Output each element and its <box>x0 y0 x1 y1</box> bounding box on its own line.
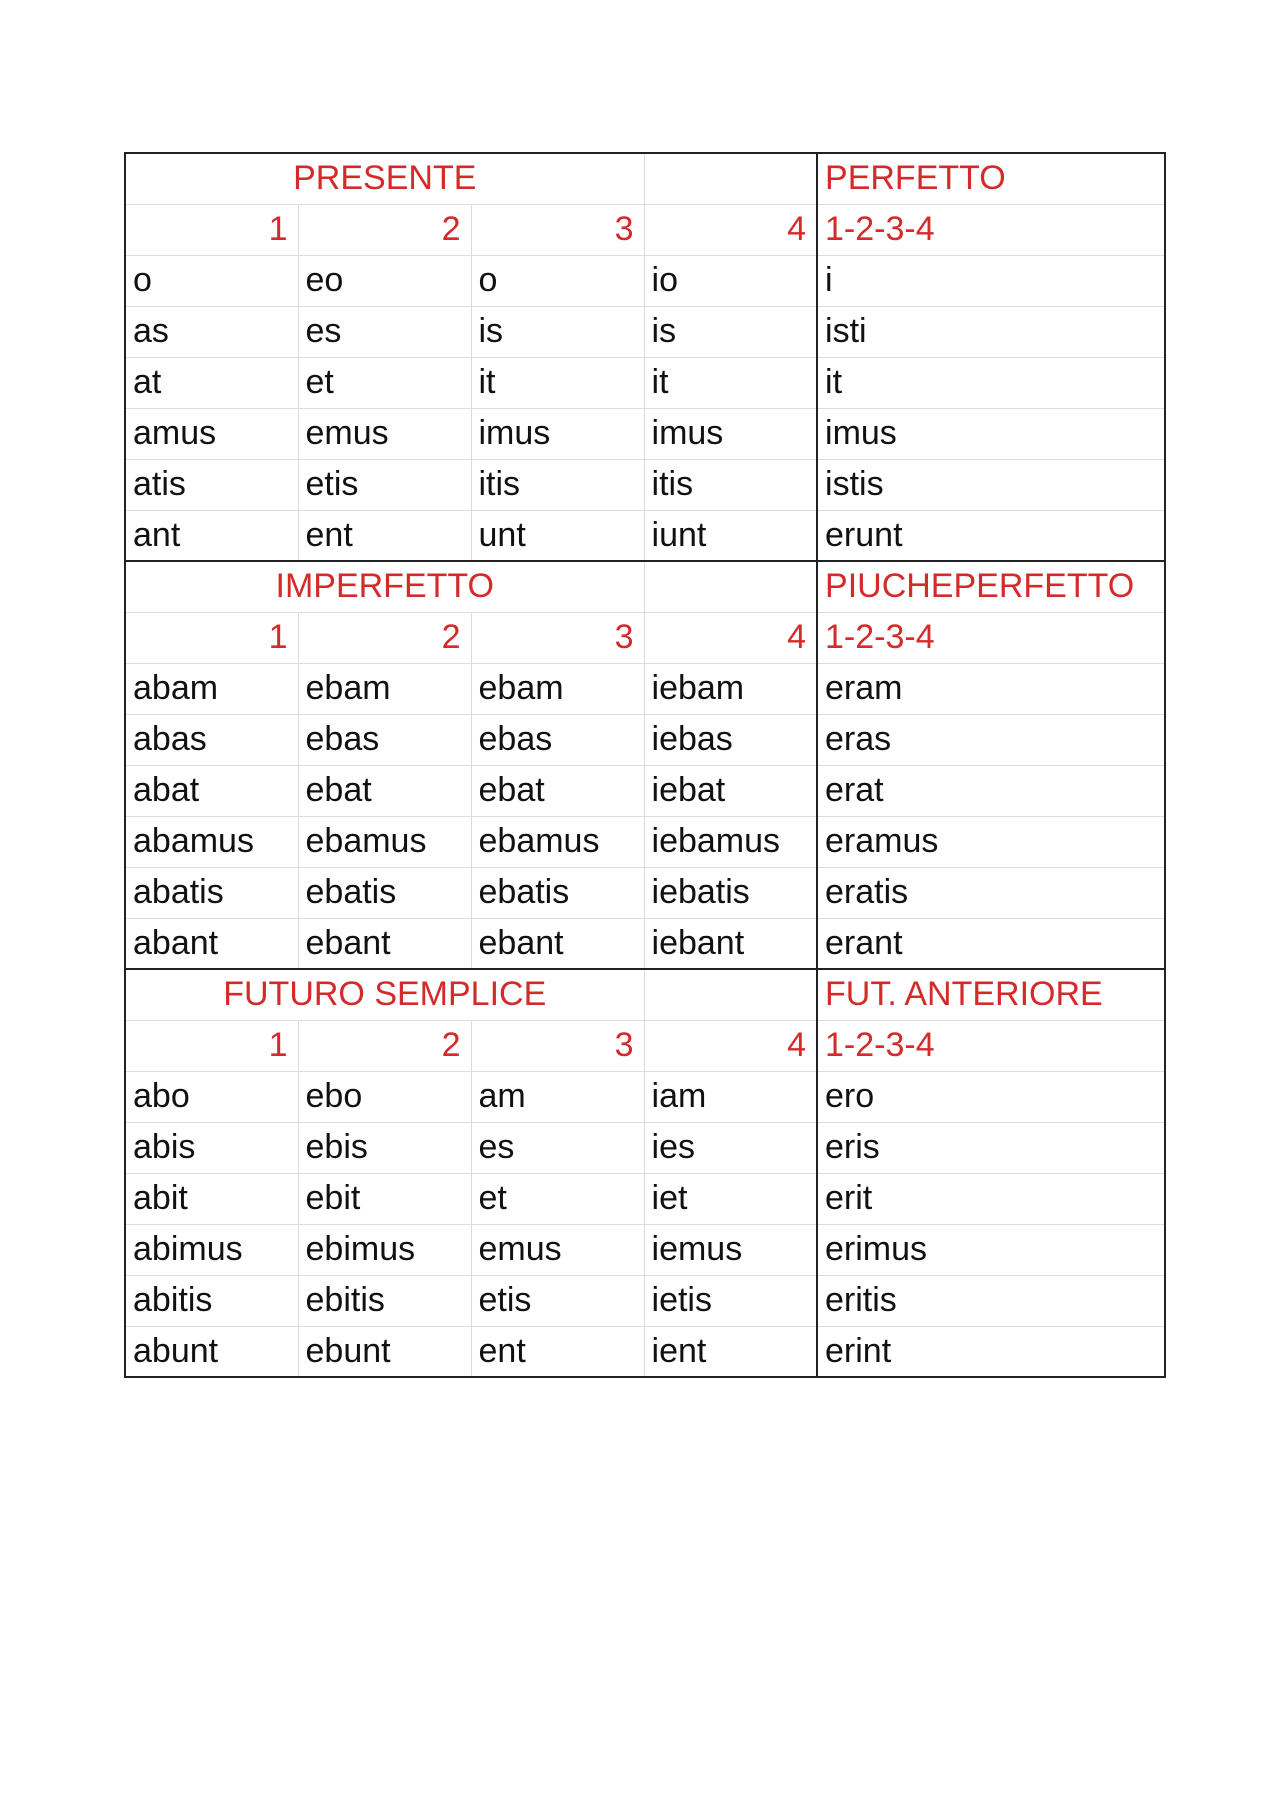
section-title: FUTURO SEMPLICE <box>125 969 644 1020</box>
ending-cell: ebat <box>471 765 644 816</box>
ending-row <box>125 510 1165 561</box>
side-ending-cell: eras <box>817 714 1165 765</box>
side-conjugation-numbers: 1-2-3-4 <box>817 1020 1165 1071</box>
conjugation-table <box>124 152 1166 1378</box>
ending-cell: ebatis <box>298 867 471 918</box>
conjugation-number: 3 <box>471 204 644 255</box>
side-ending-cell: i <box>817 255 1165 306</box>
ending-row <box>125 1122 1165 1173</box>
ending-row <box>125 1224 1165 1275</box>
ending-cell: ebimus <box>298 1224 471 1275</box>
ending-cell: ebat <box>298 765 471 816</box>
ending-row <box>125 357 1165 408</box>
ending-cell: etis <box>298 459 471 510</box>
ending-row <box>125 1275 1165 1326</box>
conjugation-number: 4 <box>644 612 817 663</box>
ending-cell: abit <box>125 1173 298 1224</box>
ending-cell: it <box>644 357 817 408</box>
ending-cell: unt <box>471 510 644 561</box>
ending-cell: abitis <box>125 1275 298 1326</box>
section-side-title: PERFETTO <box>817 153 1165 204</box>
ending-cell: iebamus <box>644 816 817 867</box>
ending-cell: is <box>471 306 644 357</box>
side-ending-cell: ero <box>817 1071 1165 1122</box>
ending-cell: ebas <box>471 714 644 765</box>
conjugation-number: 2 <box>298 1020 471 1071</box>
side-ending-cell: erimus <box>817 1224 1165 1275</box>
ending-row <box>125 714 1165 765</box>
ending-cell: ebam <box>298 663 471 714</box>
conjugation-number: 3 <box>471 1020 644 1071</box>
ending-cell: ent <box>298 510 471 561</box>
ending-cell: at <box>125 357 298 408</box>
ending-row <box>125 306 1165 357</box>
ending-cell: ebatis <box>471 867 644 918</box>
empty-cell <box>644 561 817 612</box>
section-title-row <box>125 561 1165 612</box>
ending-cell: ebant <box>471 918 644 969</box>
ending-cell: iebam <box>644 663 817 714</box>
ending-cell: emus <box>298 408 471 459</box>
ending-cell: abamus <box>125 816 298 867</box>
ending-row <box>125 1173 1165 1224</box>
ending-cell: abatis <box>125 867 298 918</box>
ending-cell: ebitis <box>298 1275 471 1326</box>
ending-cell: ietis <box>644 1275 817 1326</box>
ending-cell: abimus <box>125 1224 298 1275</box>
ending-cell: ient <box>644 1326 817 1377</box>
ending-cell: iebas <box>644 714 817 765</box>
ending-cell: abant <box>125 918 298 969</box>
section-title: IMPERFETTO <box>125 561 644 612</box>
ending-cell: et <box>471 1173 644 1224</box>
conjugation-number: 3 <box>471 612 644 663</box>
ending-cell: abo <box>125 1071 298 1122</box>
side-ending-cell: erant <box>817 918 1165 969</box>
ending-cell: ebunt <box>298 1326 471 1377</box>
section-side-title: PIUCHEPERFETTO <box>817 561 1165 612</box>
ending-cell: imus <box>471 408 644 459</box>
ending-cell: iunt <box>644 510 817 561</box>
ending-cell: iemus <box>644 1224 817 1275</box>
ending-cell: is <box>644 306 817 357</box>
ending-cell: ebamus <box>298 816 471 867</box>
empty-cell <box>644 969 817 1020</box>
section-side-title: FUT. ANTERIORE <box>817 969 1165 1020</box>
ending-cell: ebis <box>298 1122 471 1173</box>
side-ending-cell: erat <box>817 765 1165 816</box>
ending-cell: abas <box>125 714 298 765</box>
ending-cell: es <box>298 306 471 357</box>
ending-cell: iebant <box>644 918 817 969</box>
conjugation-number: 4 <box>644 204 817 255</box>
section-title: PRESENTE <box>125 153 644 204</box>
ending-cell: emus <box>471 1224 644 1275</box>
conjugation-number-row <box>125 1020 1165 1071</box>
ending-cell: iet <box>644 1173 817 1224</box>
ending-cell: abunt <box>125 1326 298 1377</box>
side-conjugation-numbers: 1-2-3-4 <box>817 204 1165 255</box>
ending-cell: ent <box>471 1326 644 1377</box>
ending-cell: amus <box>125 408 298 459</box>
ending-row <box>125 663 1165 714</box>
ending-row <box>125 459 1165 510</box>
ending-cell: eo <box>298 255 471 306</box>
ending-cell: it <box>471 357 644 408</box>
conjugation-number: 2 <box>298 204 471 255</box>
side-conjugation-numbers: 1-2-3-4 <box>817 612 1165 663</box>
ending-cell: iebat <box>644 765 817 816</box>
side-ending-cell: imus <box>817 408 1165 459</box>
conjugation-number: 1 <box>125 204 298 255</box>
ending-cell: o <box>125 255 298 306</box>
ending-cell: am <box>471 1071 644 1122</box>
conjugation-number: 1 <box>125 1020 298 1071</box>
side-ending-cell: eritis <box>817 1275 1165 1326</box>
ending-cell: ies <box>644 1122 817 1173</box>
conjugation-number-row <box>125 612 1165 663</box>
ending-cell: o <box>471 255 644 306</box>
ending-cell: ebo <box>298 1071 471 1122</box>
ending-cell: as <box>125 306 298 357</box>
section-title-row <box>125 153 1165 204</box>
ending-cell: ebit <box>298 1173 471 1224</box>
ending-row <box>125 816 1165 867</box>
side-ending-cell: eratis <box>817 867 1165 918</box>
ending-cell: ebam <box>471 663 644 714</box>
side-ending-cell: it <box>817 357 1165 408</box>
empty-cell <box>644 153 817 204</box>
conjugation-number: 2 <box>298 612 471 663</box>
ending-cell: itis <box>644 459 817 510</box>
ending-cell: abam <box>125 663 298 714</box>
side-ending-cell: erit <box>817 1173 1165 1224</box>
ending-row <box>125 918 1165 969</box>
conjugation-number: 4 <box>644 1020 817 1071</box>
ending-cell: io <box>644 255 817 306</box>
ending-cell: ebamus <box>471 816 644 867</box>
ending-cell: abat <box>125 765 298 816</box>
ending-cell: atis <box>125 459 298 510</box>
ending-cell: imus <box>644 408 817 459</box>
side-ending-cell: isti <box>817 306 1165 357</box>
side-ending-cell: erunt <box>817 510 1165 561</box>
conjugation-table-body <box>125 153 1165 1377</box>
ending-cell: iam <box>644 1071 817 1122</box>
section-title-row <box>125 969 1165 1020</box>
ending-cell: es <box>471 1122 644 1173</box>
ending-row <box>125 255 1165 306</box>
ending-cell: ebas <box>298 714 471 765</box>
conjugation-number: 1 <box>125 612 298 663</box>
ending-cell: ebant <box>298 918 471 969</box>
ending-cell: abis <box>125 1122 298 1173</box>
side-ending-cell: eris <box>817 1122 1165 1173</box>
ending-cell: et <box>298 357 471 408</box>
side-ending-cell: eramus <box>817 816 1165 867</box>
ending-row <box>125 1326 1165 1377</box>
side-ending-cell: istis <box>817 459 1165 510</box>
ending-row <box>125 1071 1165 1122</box>
conjugation-number-row <box>125 204 1165 255</box>
ending-row <box>125 867 1165 918</box>
ending-row <box>125 408 1165 459</box>
ending-cell: ant <box>125 510 298 561</box>
ending-cell: iebatis <box>644 867 817 918</box>
ending-row <box>125 765 1165 816</box>
side-ending-cell: eram <box>817 663 1165 714</box>
ending-cell: itis <box>471 459 644 510</box>
ending-cell: etis <box>471 1275 644 1326</box>
side-ending-cell: erint <box>817 1326 1165 1377</box>
